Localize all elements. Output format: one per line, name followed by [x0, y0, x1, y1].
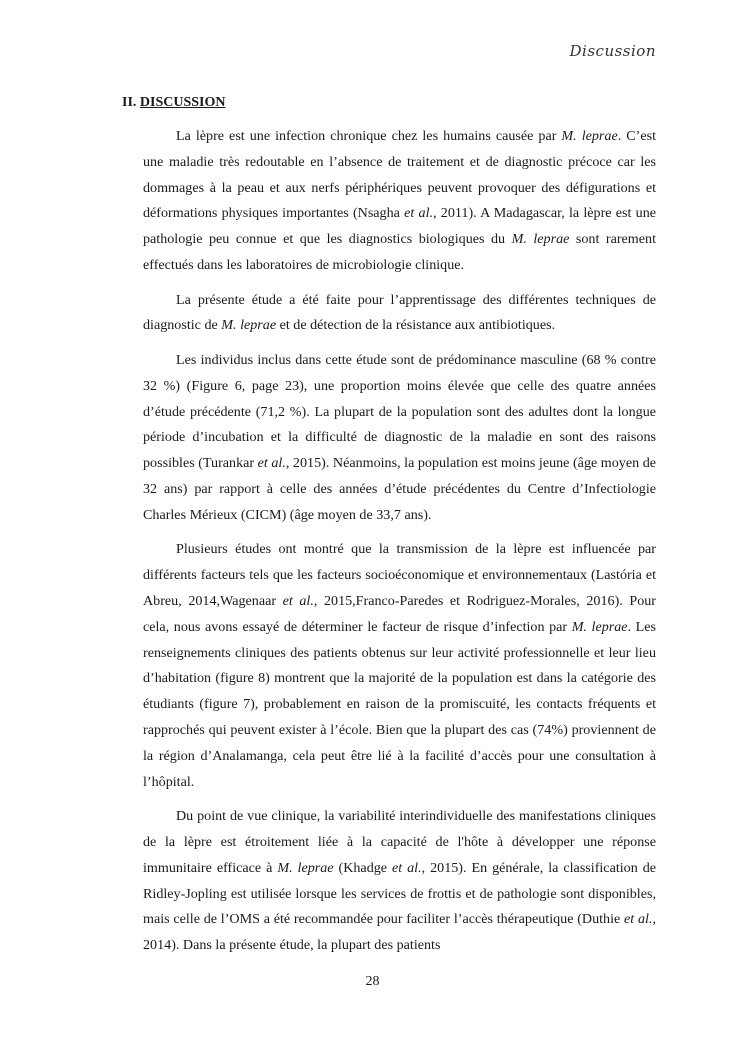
- section-title: DISCUSSION: [139, 95, 226, 110]
- text-run: Les individus inclus dans cette étude sont de prédominance masculine (68 % contre 32 %) (Figure 6, page 23), une proportion moins élevée que celle des quatre années d’étude précédente (71,2 %). La plupart de la population sont des adultes dont la longue période d’incubation et la difficulté de diagnostic de la maladie en sont des raisons possibles (Turankar: [143, 351, 656, 472]
- running-header: Discussion: [569, 42, 656, 60]
- text-run: La présente étude a été faite pour l’apprentissage des différentes techniques de diagnostic de: [143, 291, 656, 334]
- text-run: (Khadge: [333, 859, 392, 876]
- italic-run: et al.: [257, 455, 286, 472]
- text-run: Plusieurs études ont montré que la transmission de la lèpre est influencée par différents facteurs tels que les facteurs socioéconomique et environnementaux (Lastória et Abreu, 2014,Wagenaar: [143, 541, 656, 609]
- text-run: , 2011). A Madagascar, la lèpre est une pathologie peu connue et que les diagnostics biologiques du: [143, 205, 656, 248]
- italic-run: M. leprae: [571, 618, 628, 635]
- paragraph-4: [143, 537, 656, 795]
- text-run: . C’est une maladie très redoutable en l’absence de traitement et de diagnostic précoce car les dommages à la peau et aux nerfs périphériques peuvent provoquer des défigurations et déformations physiques importantes (Nsagha: [143, 128, 657, 222]
- paragraph-1: [143, 124, 656, 279]
- text-run: , 2015). En générale, la classification de Ridley-Jopling est utilisée lorsque les services de frottis et de pathologie sont disponibles, mais celle de l’OMS a été recommandée pour faciliter l’accès thérapeutique (Duthie: [143, 859, 657, 928]
- text-run: sont rarement effectués dans les laboratoires de microbiologie clinique.: [143, 231, 656, 273]
- section-heading: [122, 94, 226, 112]
- body-text: [143, 124, 656, 959]
- text-run: et de détection de la résistance aux antibiotiques.: [276, 317, 556, 334]
- italic-run: et al.: [624, 911, 653, 928]
- italic-run: et al.: [392, 859, 422, 876]
- paragraph-2: [143, 288, 656, 340]
- italic-run: M. leprae: [277, 859, 334, 876]
- text-run: La lèpre est une infection chronique chez les humains causée par: [176, 128, 562, 144]
- italic-run: et al.: [282, 592, 314, 609]
- italic-run: M. leprae: [221, 317, 277, 334]
- italic-run: M. leprae: [561, 128, 618, 144]
- text-run: , 2015). Néanmoins, la population est moins jeune (âge moyen de 32 ans) par rapport à celle des années d’étude précédentes du Centre d’Infectiologie Charles Mérieux (CICM) (âge moyen de 33,7 ans).: [143, 455, 657, 523]
- text-run: , 2015,Franco-Paredes et Rodriguez-Morales, 2016). Pour cela, nous avons essayé de déterminer le facteur de risque d’infection par: [143, 592, 656, 635]
- text-run: , 2014). Dans la présente étude, la plupart des patients: [143, 911, 656, 954]
- text-run: . Les renseignements cliniques des patients obtenus sur leur activité professionnelle et leur lieu d’habitation (figure 8) montrent que la majorité de la population est dans la catégorie des étudiants (figure 7), probablement en raison de la promiscuité, les contacts fréquents et rapprochés qui peuvent exister à l’école. Bien que la plupart des cas (74%) proviennent de la région d’Analamanga, cela peut être lié à la facilité d’accès pour une consultation à l’hôpital.: [143, 618, 657, 790]
- italic-run: et al.: [404, 205, 434, 222]
- text-run: Du point de vue clinique, la variabilité interindividuelle des manifestations cliniques de la lèpre est étroitement liée à la capacité de l'hôte à développer une réponse immunitaire efficace à: [143, 808, 656, 876]
- paragraph-3: [143, 348, 656, 529]
- section-number: II.: [122, 95, 137, 110]
- page-number: 28: [365, 974, 380, 989]
- paragraph-5: [143, 804, 656, 959]
- italic-run: M. leprae: [511, 231, 570, 248]
